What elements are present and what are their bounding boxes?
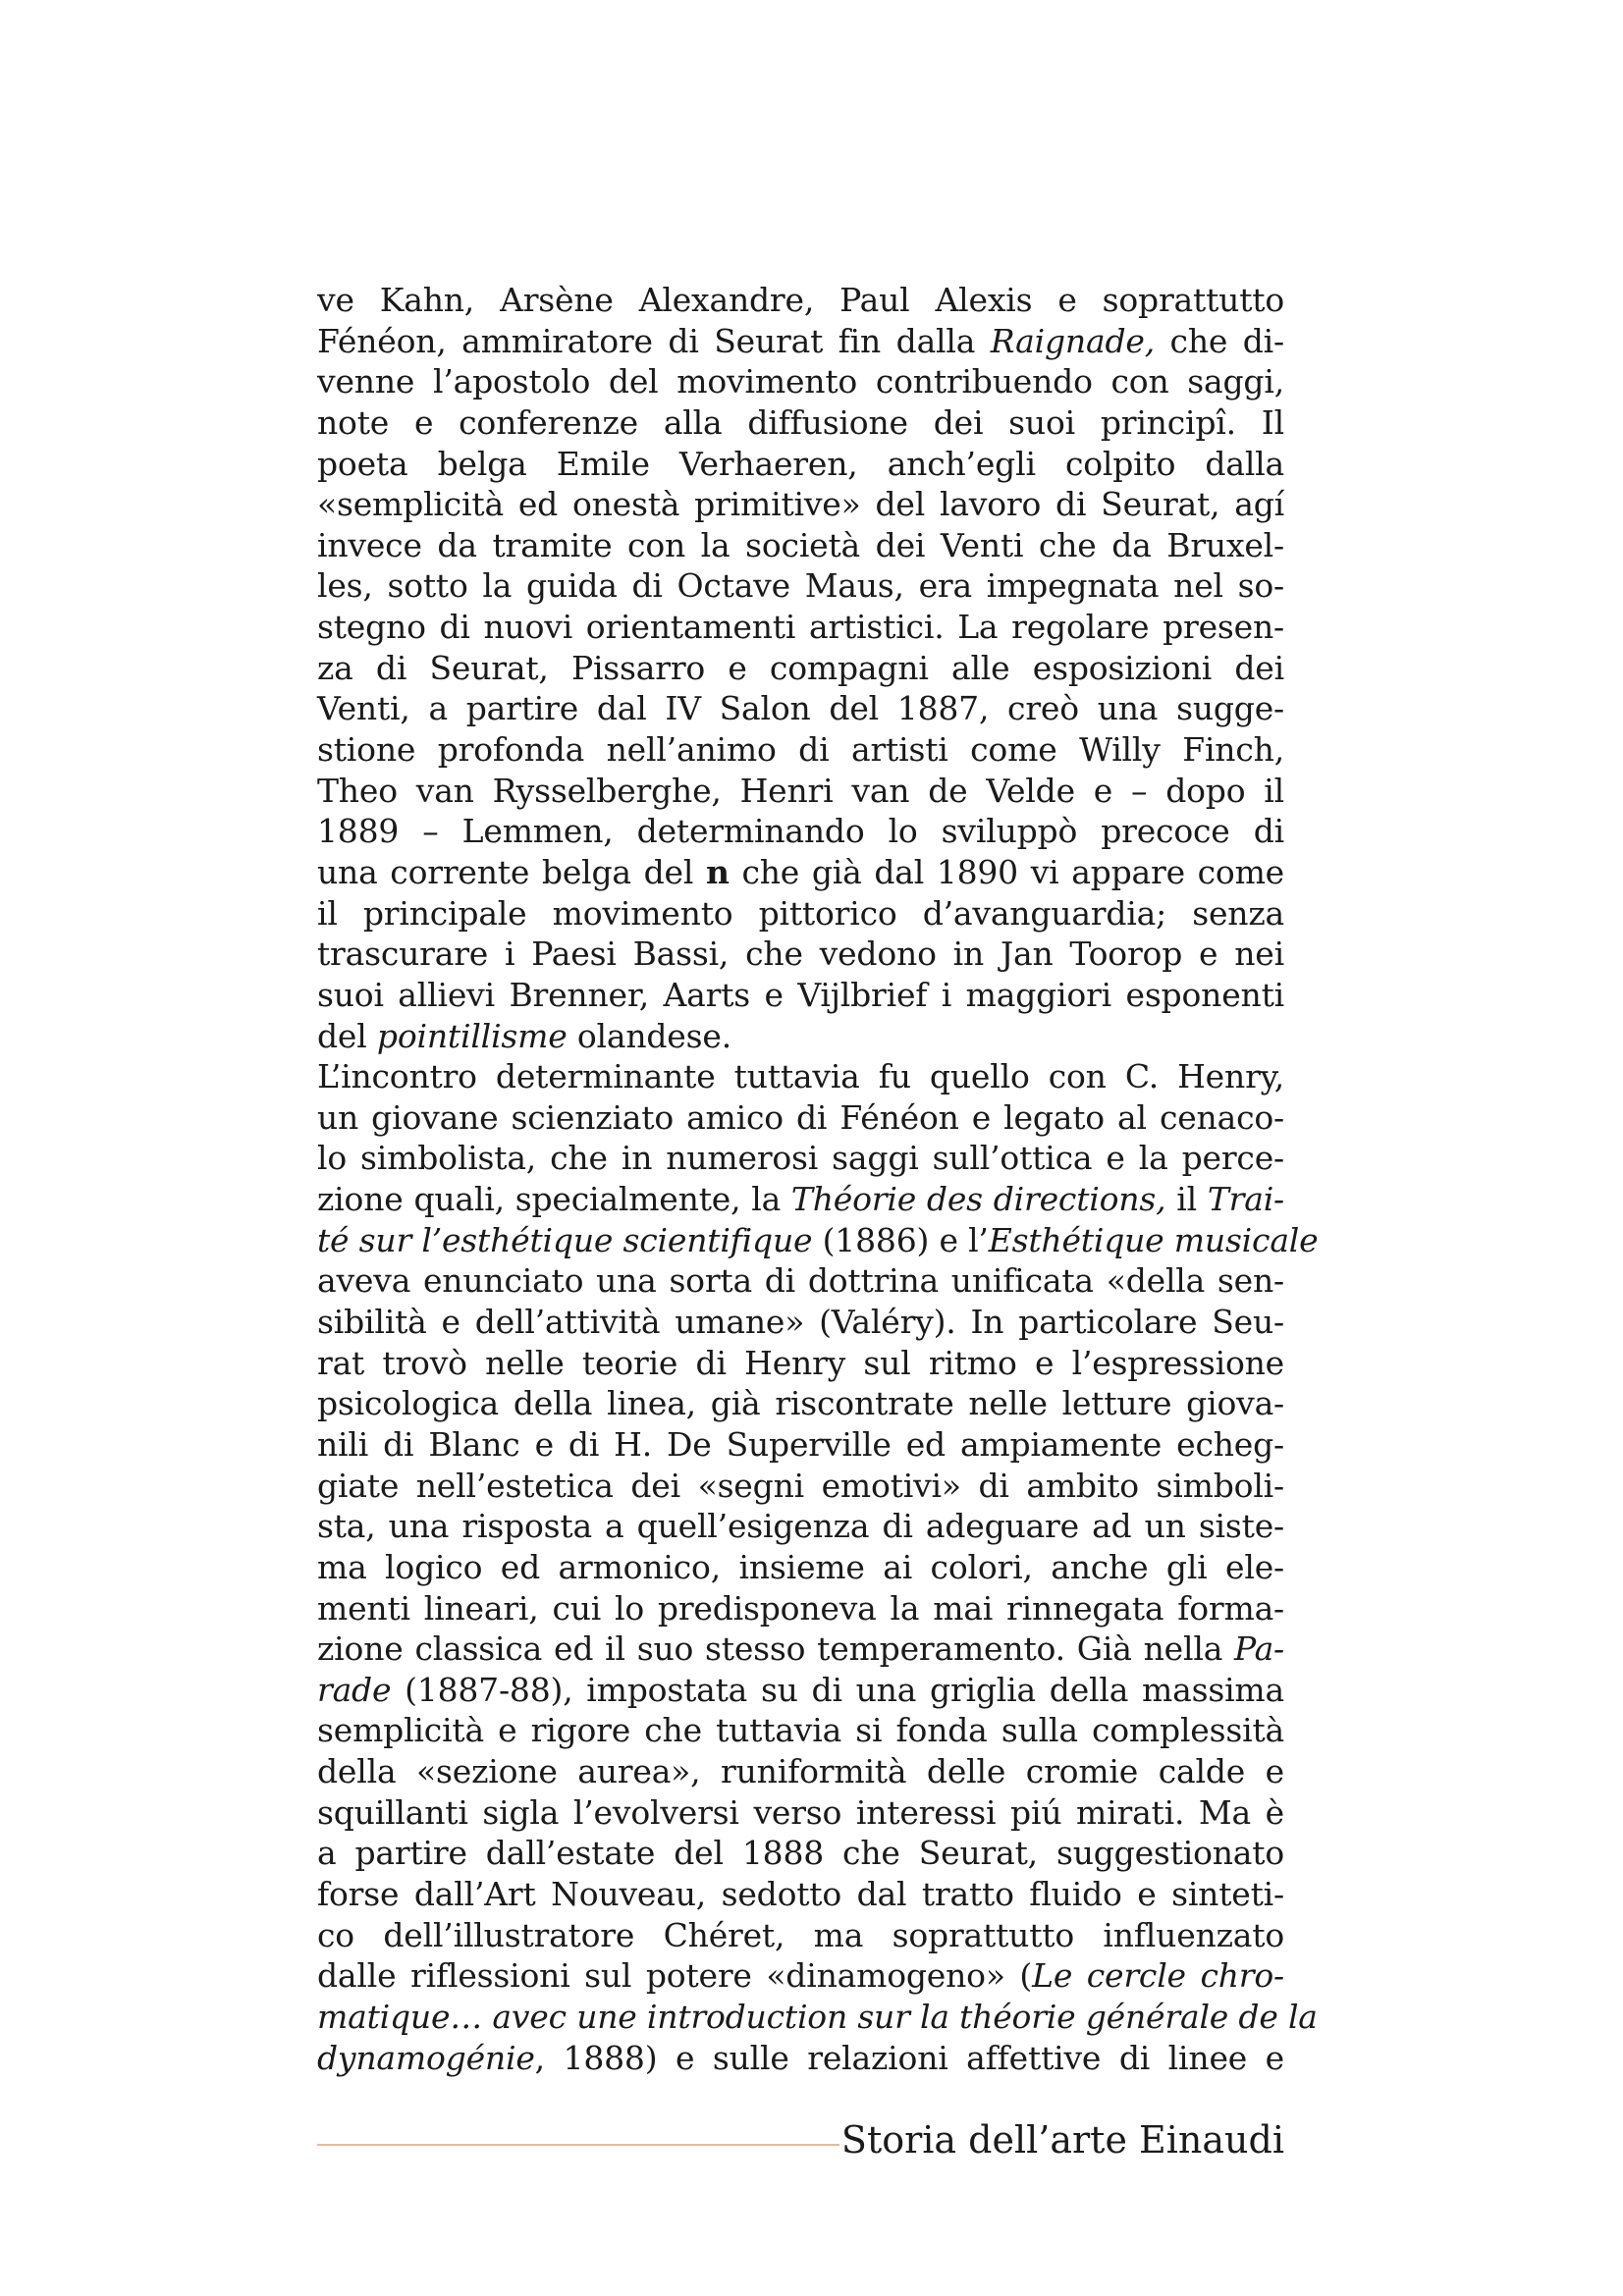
text-line: [317, 1138, 1284, 1179]
text-span: ma logico ed armonico, insieme ai colori, anche gli ele-: [317, 1547, 1284, 1586]
text-span: L’incontro determinante tuttavia fu quello con C. Henry,: [317, 1057, 1284, 1096]
text-span: nili di Blanc e di H. De Superville ed ampiamente echeg-: [317, 1424, 1284, 1464]
bold-span: n: [705, 852, 730, 891]
text-span: Theo van Rysselberghe, Henri van de Velde e – dopo il: [317, 771, 1284, 810]
text-span: psicologica della linea, già riscontrate nelle letture giova-: [317, 1384, 1284, 1423]
text-line: [317, 1506, 1284, 1547]
text-line: [317, 934, 1284, 975]
text-line: [317, 1424, 1284, 1466]
text-span: poeta belga Emile Verhaeren, anch’egli colpito dalla: [317, 444, 1284, 483]
italic-span: Esthétique musicale: [988, 1220, 1319, 1259]
text-span: (1886) e l’: [812, 1220, 989, 1259]
italic-span: matique… avec une introduction sur la théorie générale de la: [317, 1997, 1318, 2036]
footer-rule: [317, 2144, 839, 2146]
text-span: rat trovò nelle teorie di Henry sul ritmo e l’espressione: [317, 1343, 1284, 1382]
text-line: [317, 1751, 1284, 1792]
text-line: [317, 607, 1284, 648]
text-span: che di-: [1155, 321, 1284, 360]
text-span: della «sezione aurea», runiformità delle cromie calde e: [317, 1752, 1284, 1791]
text-span: sibilità e dell’attività umane» (Valéry). In particolare Seu-: [317, 1303, 1284, 1342]
italic-span: Le cercle chro-: [1032, 1956, 1284, 1996]
text-span: stione profonda nell’animo di artisti come Willy Finch,: [317, 730, 1284, 770]
italic-span: Pa-: [1234, 1629, 1284, 1669]
text-line: [317, 688, 1284, 729]
text-span: il principale movimento pittorico d’avanguardia; senza: [317, 893, 1284, 933]
text-line: [317, 1997, 1318, 2038]
text-span: forse dall’Art Nouveau, sedotto dal tratto fluido e sinteti-: [317, 1874, 1284, 1913]
text-line: [317, 1260, 1284, 1302]
text-span: «semplicità ed onestà primitive» del lavoro di Seurat, agí: [317, 485, 1284, 524]
text-line: [317, 1670, 1284, 1711]
text-span: squillanti sigla l’evolversi verso interessi piú mirati. Ma è: [317, 1792, 1284, 1832]
text-line: [317, 1915, 1284, 1956]
page-footer: [317, 2110, 1284, 2169]
text-line: [317, 565, 1284, 607]
text-line: [317, 811, 1284, 852]
text-line: [317, 280, 1284, 321]
text-line: [317, 1220, 1319, 1261]
italic-span: rade: [317, 1670, 392, 1709]
text-line: [317, 893, 1284, 934]
text-line: [317, 1466, 1284, 1507]
text-line: [317, 1955, 1284, 1997]
text-span: olandese.: [567, 1016, 731, 1055]
text-span: invece da tramite con la società dei Venti che da Bruxel-: [317, 525, 1284, 564]
text-line: [317, 1792, 1284, 1834]
body-text: [317, 280, 1319, 2078]
text-line: [317, 1547, 1284, 1588]
italic-span: Trai-: [1207, 1180, 1284, 1219]
text-line: [317, 1016, 1284, 1057]
text-span: una corrente belga del: [317, 852, 706, 891]
text-span: suoi allievi Brenner, Aarts e Vijlbrief i maggiori esponenti: [317, 975, 1284, 1014]
text-line: [317, 1874, 1284, 1915]
text-line: [317, 1710, 1284, 1751]
text-span: Fénéon, ammiratore di Seurat fin dalla: [317, 321, 991, 360]
text-line: [317, 1588, 1284, 1629]
text-span: del: [317, 1016, 377, 1055]
text-line: [317, 1629, 1284, 1670]
text-line: [317, 1302, 1284, 1343]
text-span: stegno di nuovi orientamenti artistici. La regolare presen-: [317, 608, 1284, 647]
text-span: che già dal 1890 vi appare come: [729, 852, 1284, 891]
text-span: aveva enunciato una sorta di dottrina unificata «della sen-: [317, 1261, 1284, 1301]
text-line: [317, 361, 1284, 402]
text-span: , 1888) e sulle relazioni affettive di linee e: [534, 2038, 1284, 2077]
footer-title: Storia dell’arte Einaudi: [840, 2118, 1284, 2162]
text-span: (1887-88), impostata su di una griglia della massima: [391, 1670, 1284, 1709]
text-span: menti lineari, cui lo predisponeva la mai rinnegata forma-: [317, 1588, 1284, 1628]
text-line: [317, 321, 1284, 362]
text-span: Venti, a partire dal IV Salon del 1887, creò una sugge-: [317, 689, 1284, 728]
italic-span: Théorie des directions,: [790, 1180, 1166, 1219]
text-line: [317, 1056, 1284, 1097]
text-line: [317, 852, 1284, 893]
text-line: [317, 444, 1284, 485]
text-span: zione quali, specialmente, la: [317, 1180, 791, 1219]
text-span: lo simbolista, che in numerosi saggi sull’ottica e la perce-: [317, 1139, 1284, 1178]
text-span: il: [1165, 1180, 1208, 1219]
text-line: [317, 1833, 1284, 1874]
text-span: zione classica ed il suo stesso temperamento. Già nella: [317, 1629, 1235, 1669]
text-line: [317, 975, 1284, 1016]
text-span: trascurare i Paesi Bassi, che vedono in Jan Toorop e nei: [317, 934, 1284, 974]
text-span: venne l’apostolo del movimento contribuendo con saggi,: [317, 362, 1284, 401]
text-line: [317, 1383, 1284, 1424]
text-line: [317, 771, 1284, 812]
italic-span: pointillisme: [376, 1016, 568, 1055]
text-line: [317, 648, 1284, 689]
text-line: [317, 1343, 1284, 1384]
text-span: un giovane scienziato amico di Fénéon e legato al cenaco-: [317, 1097, 1284, 1137]
text-span: co dell’illustratore Chéret, ma soprattutto influenzato: [317, 1915, 1284, 1954]
text-span: giate nell’estetica dei «segni emotivi» di ambito simboli-: [317, 1466, 1284, 1505]
text-line: [317, 1097, 1284, 1139]
text-span: les, sotto la guida di Octave Maus, era impegnata nel so-: [317, 566, 1284, 606]
text-line: [317, 525, 1284, 566]
text-span: semplicità e rigore che tuttavia si fonda sulla complessità: [317, 1711, 1284, 1750]
text-span: za di Seurat, Pissarro e compagni alle esposizioni dei: [317, 648, 1284, 687]
text-line: [317, 484, 1284, 525]
text-span: 1889 – Lemmen, determinando lo sviluppò precoce di: [317, 812, 1284, 851]
text-span: dalle riflessioni sul potere «dinamogeno» (: [317, 1956, 1033, 1996]
text-span: sta, una risposta a quell’esigenza di adeguare ad un siste-: [317, 1507, 1284, 1546]
italic-span: dynamogénie: [317, 2038, 535, 2077]
text-span: a partire dall’estate del 1888 che Seurat, suggestionato: [317, 1834, 1284, 1873]
text-span: note e conferenze alla diffusione dei suoi principî. Il: [317, 402, 1284, 442]
italic-span: té sur l’esthétique scientifique: [317, 1220, 813, 1259]
text-line: [317, 1179, 1284, 1220]
text-line: [317, 402, 1284, 444]
text-line: [317, 729, 1284, 771]
italic-span: Raignade,: [990, 321, 1155, 360]
text-span: ve Kahn, Arsène Alexandre, Paul Alexis e soprattutto: [317, 281, 1284, 319]
text-line: [317, 2038, 1284, 2079]
